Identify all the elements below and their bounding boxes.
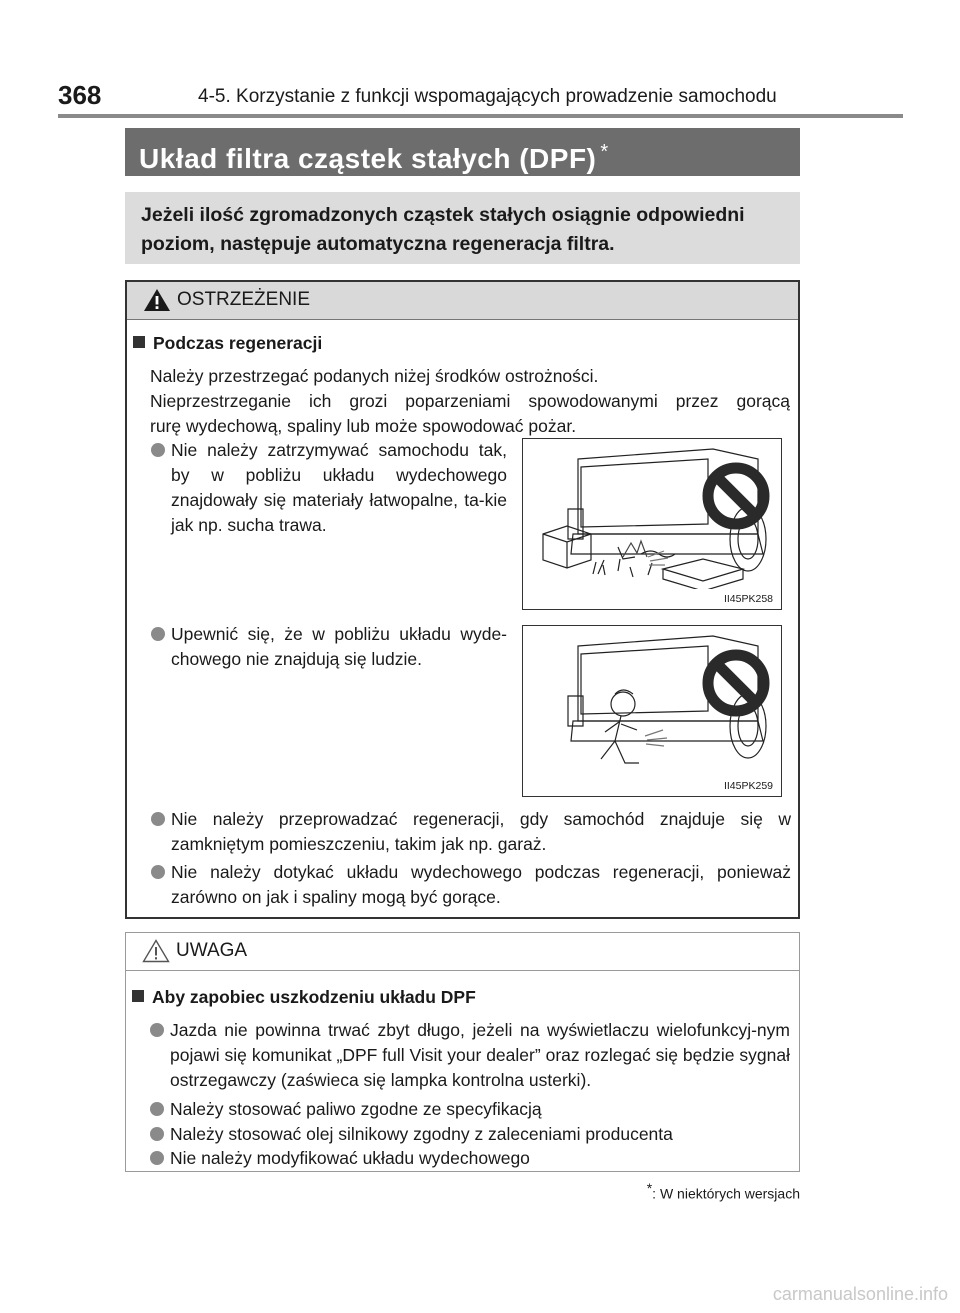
footnote: [647, 1180, 800, 1202]
notice-bullet-1: [170, 1018, 790, 1093]
warning-bullet-text: Nie należy dotykać układu wydechowego podczas regeneracji, ponieważ zarówno on jak i spaliny mogą być gorące.: [171, 862, 791, 907]
notice-subhead-text: Aby zapobiec uszkodzeniu układu DPF: [152, 987, 476, 1007]
warning-header: [127, 282, 798, 320]
truck-person-illustration: [523, 626, 781, 776]
bullet-dot-icon: [151, 865, 165, 879]
notice-bullet-text: Nie należy modyfikować układu wydechowego: [170, 1148, 530, 1168]
bullet-dot-icon: [151, 627, 165, 641]
section-title-text: Układ filtra cząstek stałych (DPF): [139, 143, 597, 174]
notice-label: UWAGA: [176, 940, 248, 961]
notice-box: [125, 932, 800, 1172]
warning-triangle-icon: [143, 288, 171, 312]
notice-bullet-text: Należy stosować olej silnikowy zgodny z zaleceniami producenta: [170, 1124, 673, 1144]
warning-bullet-text: Nie należy przeprowadzać regeneracji, gdy samochód znajduje się w zamkniętym pomieszczeniu, takim jak np. garaż.: [171, 809, 791, 854]
section-title: [125, 128, 800, 176]
notice-bullet-text: Jazda nie powinna trwać zbyt długo, jeżeli na wyświetlaczu wielofunkcyj-nym pojawi się komunikat „DPF full Visit your dealer” oraz rozlegać się będzie sygnał ostrzegawczy (zaświeca się lampka kontrolna usterki).: [170, 1020, 790, 1090]
running-title: 4-5. Korzystanie z funkcji wspomagających prowadzenie samochodu: [198, 86, 777, 107]
warning-subhead: [133, 333, 322, 354]
warning-paragraph: [150, 364, 790, 439]
warning-bullet-text: Upewnić się, że w pobliżu układu wyde-chowego nie znajdują się ludzie.: [171, 624, 507, 669]
warning-bullet-text: Nie należy zatrzymywać samochodu tak, by w pobliżu układu wydechowego znajdowały się materiały łatwopalne, ta-kie jak np. sucha trawa.: [171, 440, 507, 535]
figure-flammable-grass: [522, 438, 782, 610]
notice-bullet-2: [170, 1097, 790, 1122]
figure-code: II45PK258: [723, 593, 773, 605]
bullet-dot-icon: [150, 1102, 164, 1116]
notice-bullet-3: [170, 1122, 790, 1147]
figure-code: II45PK259: [723, 780, 773, 792]
warning-bullet-4: [171, 860, 791, 910]
square-bullet-icon: [133, 336, 145, 348]
caution-triangle-icon: [142, 939, 170, 963]
para-line-1: Należy przestrzegać podanych niżej środków ostrożności.: [150, 366, 599, 386]
title-asterisk: *: [600, 141, 609, 163]
site-watermark: carmanualsonline.info: [772, 1284, 948, 1304]
warning-box: [125, 280, 800, 919]
para-line-2: Nieprzestrzeganie ich grozi poparzeniami spowodowanymi przez gorącą: [150, 391, 790, 411]
warning-bullet-2: [171, 622, 507, 672]
notice-bullet-text: Należy stosować paliwo zgodne ze specyfikacją: [170, 1099, 542, 1119]
notice-header: [126, 933, 799, 971]
bullet-dot-icon: [151, 812, 165, 826]
intro-box: [125, 192, 800, 264]
intro-line-2: poziom, następuje automatyczna regeneracja filtra.: [141, 233, 615, 255]
footnote-text: : W niektórych wersjach: [652, 1185, 800, 1202]
page-number: 368: [58, 80, 102, 110]
bullet-dot-icon: [150, 1151, 164, 1165]
footnote-asterisk: *: [646, 1180, 653, 1196]
warning-bullet-3: [171, 807, 791, 857]
warning-bullet-1: [171, 438, 507, 538]
para-line-3: rurę wydechową, spaliny lub może spowodować pożar.: [150, 416, 577, 436]
bullet-dot-icon: [151, 443, 165, 457]
page-header: [58, 78, 903, 118]
truck-grass-illustration: [523, 439, 781, 589]
figure-people-nearby: [522, 625, 782, 797]
warning-label: OSTRZEŻENIE: [177, 289, 311, 310]
square-bullet-icon: [132, 990, 144, 1002]
bullet-dot-icon: [150, 1127, 164, 1141]
warning-subhead-text: Podczas regeneracji: [153, 333, 323, 353]
intro-line-1: Jeżeli ilość zgromadzonych cząstek stałych osiągnie odpowiedni: [141, 204, 745, 226]
notice-subhead: [132, 987, 476, 1008]
bullet-dot-icon: [150, 1023, 164, 1037]
notice-bullet-4: [170, 1146, 790, 1171]
